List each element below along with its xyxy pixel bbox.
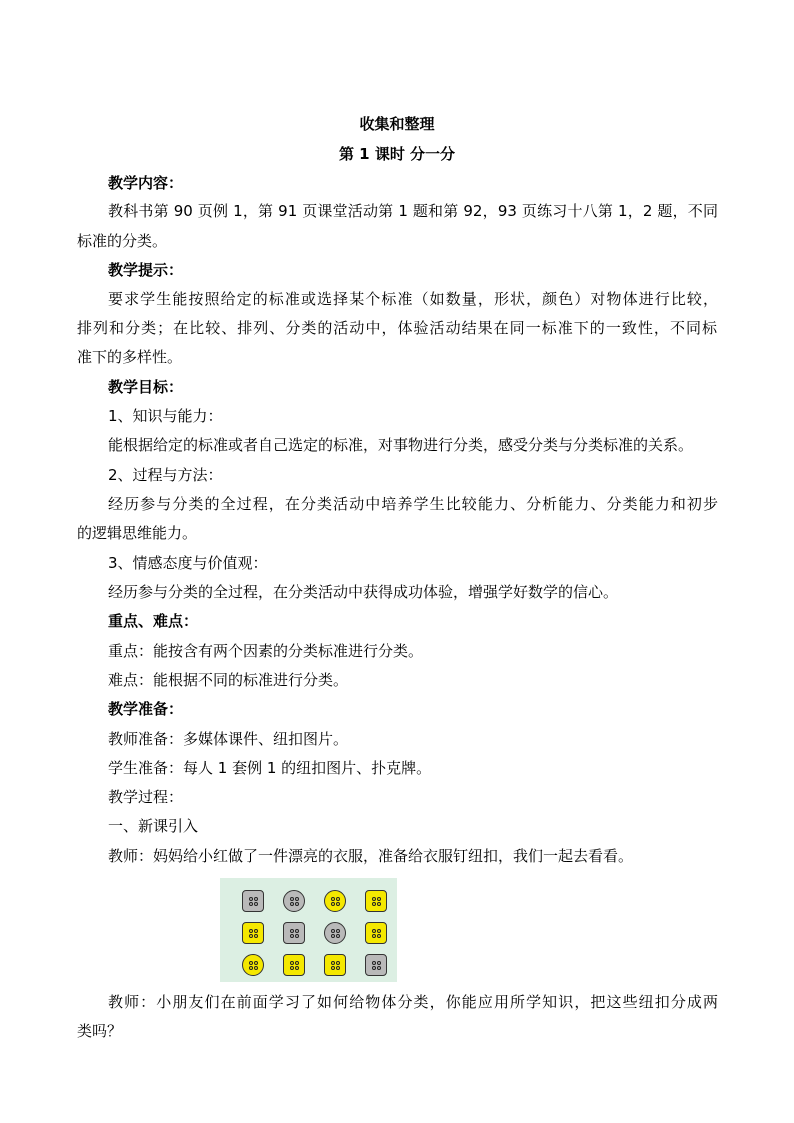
- paragraph-line: 教师：小朋友们在前面学习了如何给物体分类，你能应用所学知识，把这些纽扣分成两: [108, 993, 718, 1011]
- paragraph-line: 能根据给定的标准或者自己选定的标准，对事物进行分类，感受分类与分类标准的关系。: [108, 436, 694, 454]
- heading-preparation: 教学准备：: [108, 700, 184, 718]
- gray-square-button-icon: [365, 954, 387, 976]
- gray-square-button-icon: [242, 890, 264, 912]
- yellow-square-button-icon: [242, 922, 264, 944]
- paragraph-line: 学生准备：每人 1 套例 1 的纽扣图片、扑克牌。: [108, 759, 432, 777]
- yellow-square-button-icon: [365, 922, 387, 944]
- paragraph-line: 类吗？: [77, 1022, 123, 1040]
- paragraph-line: 教师：妈妈给小红做了一件漂亮的衣服，准备给衣服钉纽扣，我们一起去看看。: [108, 847, 634, 865]
- gray-circle-button-icon: [283, 890, 305, 912]
- heading-keypoints: 重点、难点：: [108, 612, 199, 630]
- paragraph-line: 1、知识与能力：: [108, 407, 223, 425]
- yellow-circle-button-icon: [324, 890, 346, 912]
- paragraph-line: 准下的多样性。: [77, 348, 183, 366]
- paragraph-line: 教学过程：: [108, 788, 184, 806]
- paragraph-line: 经历参与分类的全过程，在分类活动中获得成功体验，增强学好数学的信心。: [108, 583, 619, 601]
- paragraph-line: 排列和分类；在比较、排列、分类的活动中，体验活动结果在同一标准下的一致性，不同标: [77, 319, 717, 337]
- yellow-circle-button-icon: [242, 954, 264, 976]
- paragraph-line: 教科书第 90 页例 1，第 91 页课堂活动第 1 题和第 92，93 页练习十八第 1，2 题，不同: [108, 202, 718, 220]
- paragraph-line: 经历参与分类的全过程，在分类活动中培养学生比较能力、分析能力、分类能力和初步: [108, 495, 718, 513]
- paragraph-line: 3、情感态度与价值观：: [108, 554, 268, 572]
- heading-content: 教学内容：: [108, 174, 184, 192]
- yellow-square-button-icon: [283, 954, 305, 976]
- document-subtitle: 第 1 课时 分一分: [338, 145, 456, 163]
- paragraph-line: 要求学生能按照给定的标准或选择某个标准（如数量，形状，颜色）对物体进行比较，: [108, 290, 718, 308]
- document-title: 收集和整理: [359, 115, 435, 133]
- paragraph-line: 2、过程与方法：: [108, 466, 223, 484]
- gray-square-button-icon: [283, 922, 305, 944]
- paragraph-line: 的逻辑思维能力。: [77, 524, 198, 542]
- buttons-illustration: [220, 878, 397, 982]
- yellow-square-button-icon: [324, 954, 346, 976]
- yellow-square-button-icon: [365, 890, 387, 912]
- paragraph-line: 标准的分类。: [77, 232, 168, 250]
- paragraph-line: 一、新课引入: [108, 817, 199, 835]
- gray-circle-button-icon: [324, 922, 346, 944]
- heading-tips: 教学提示：: [108, 261, 184, 279]
- paragraph-line: 重点：能按含有两个因素的分类标准进行分类。: [108, 642, 424, 660]
- paragraph-line: 教师准备：多媒体课件、纽扣图片。: [108, 730, 349, 748]
- heading-goals: 教学目标：: [108, 378, 184, 396]
- paragraph-line: 难点：能根据不同的标准进行分类。: [108, 671, 349, 689]
